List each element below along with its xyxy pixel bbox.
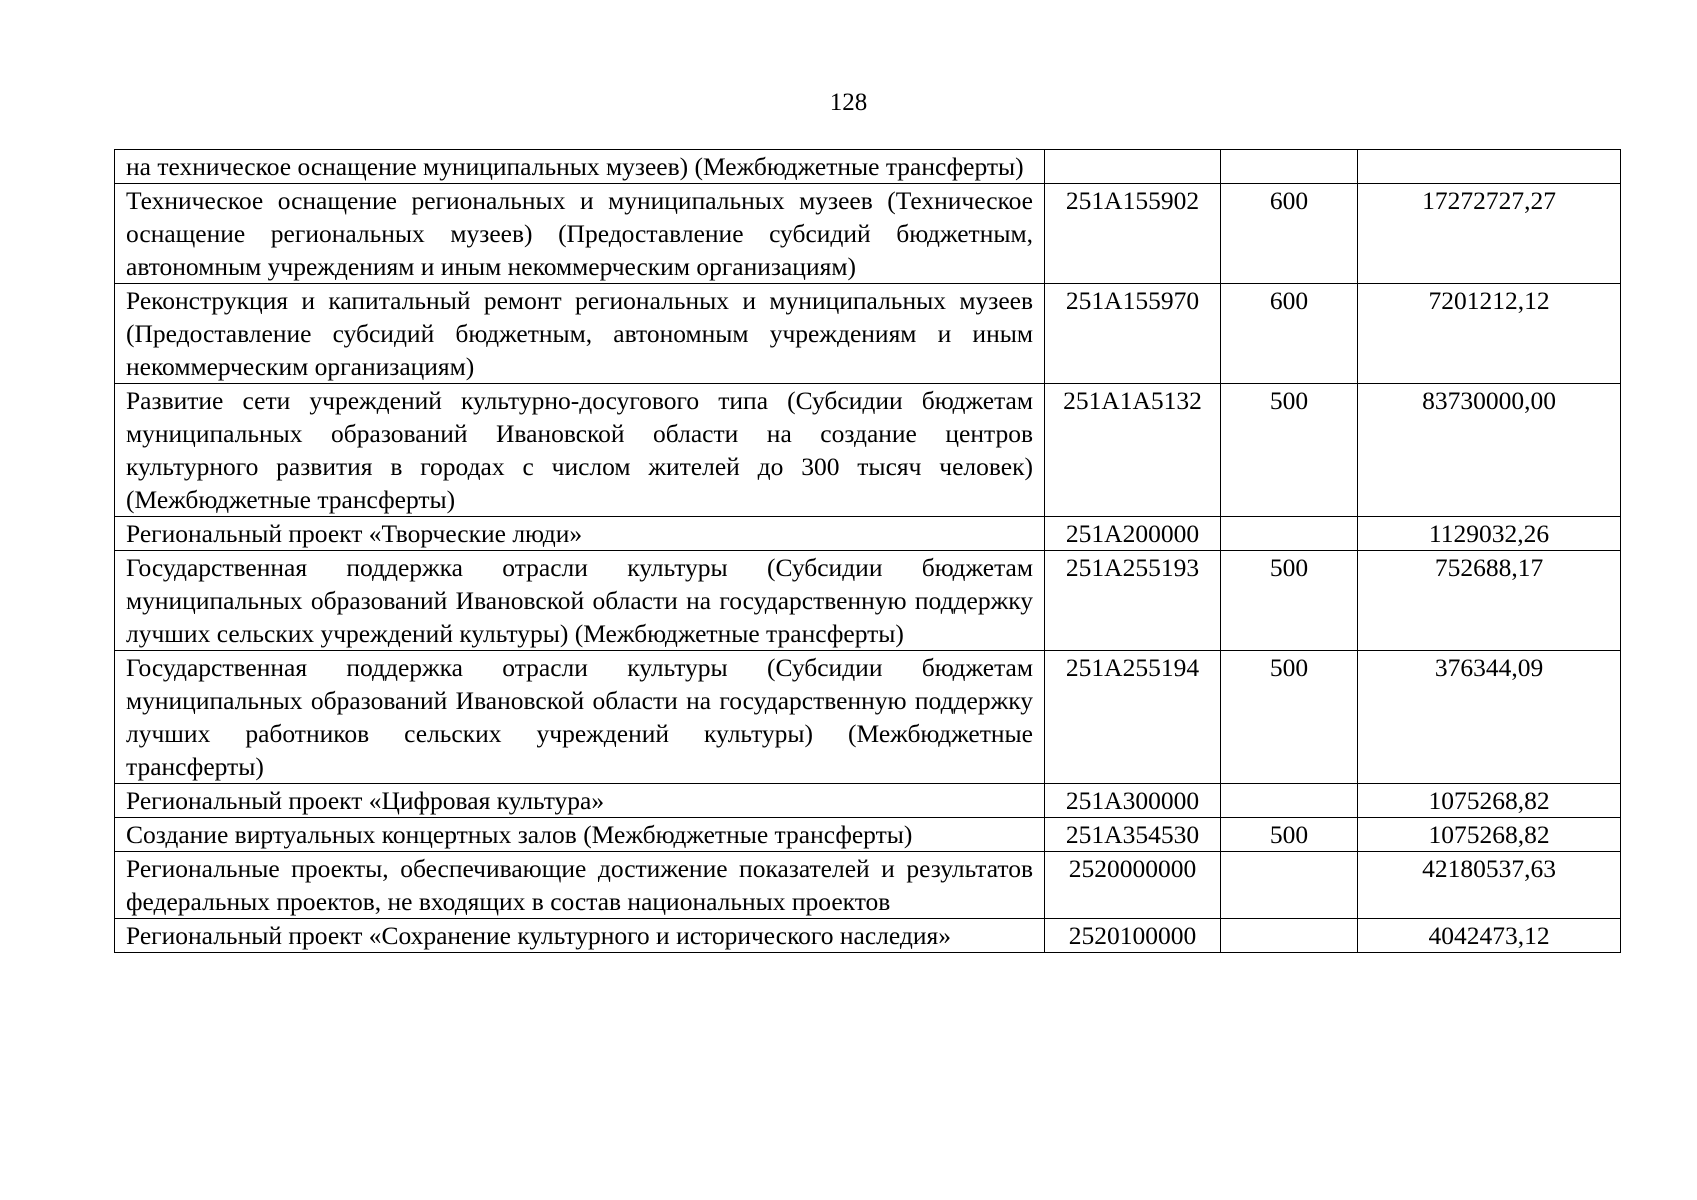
table-row (115, 284, 1621, 384)
target-code-cell: 251A354530 (1045, 818, 1221, 852)
expense-name-cell: Государственная поддержка отрасли культуры (Субсидии бюджетам муниципальных образований Ивановской области на государственную поддержку лучших сельских учреждений культуры) (Межбюджетные трансферты) (115, 551, 1045, 651)
expense-type-cell: 600 (1221, 184, 1358, 284)
target-code-cell: 251A200000 (1045, 517, 1221, 551)
table-row (115, 551, 1621, 651)
target-code-cell (1045, 150, 1221, 184)
expense-name-cell: Региональные проекты, обеспечивающие достижение показателей и результатов федеральных проектов, не входящих в состав национальных проектов (115, 852, 1045, 919)
amount-cell: 376344,09 (1358, 651, 1621, 784)
expense-type-cell: 500 (1221, 551, 1358, 651)
amount-cell: 83730000,00 (1358, 384, 1621, 517)
target-code-cell: 2520000000 (1045, 852, 1221, 919)
expense-name-cell: на техническое оснащение муниципальных музеев) (Межбюджетные трансферты) (115, 150, 1045, 184)
page-number: 128 (829, 89, 868, 116)
target-code-cell: 251A255194 (1045, 651, 1221, 784)
amount-cell (1358, 150, 1621, 184)
target-code-cell: 251A155970 (1045, 284, 1221, 384)
expense-name-cell: Развитие сети учреждений культурно-досугового типа (Субсидии бюджетам муниципальных образований Ивановской области на создание центров культурного развития в городах с числом жителей до 300 тысяч человек) (Межбюджетные трансферты) (115, 384, 1045, 517)
table-row (115, 784, 1621, 818)
amount-cell: 42180537,63 (1358, 852, 1621, 919)
table-row (115, 852, 1621, 919)
table-row (115, 818, 1621, 852)
amount-cell: 4042473,12 (1358, 919, 1621, 953)
target-code-cell: 251A1A5132 (1045, 384, 1221, 517)
expense-type-cell (1221, 852, 1358, 919)
expense-type-cell (1221, 784, 1358, 818)
table-row (115, 651, 1621, 784)
amount-cell: 752688,17 (1358, 551, 1621, 651)
table-row (115, 517, 1621, 551)
expense-name-cell: Реконструкция и капитальный ремонт региональных и муниципальных музеев (Предоставление субсидий бюджетным, автономным учреждениям и иным некоммерческим организациям) (115, 284, 1045, 384)
amount-cell: 1129032,26 (1358, 517, 1621, 551)
expense-type-cell: 500 (1221, 651, 1358, 784)
table-row (115, 919, 1621, 953)
expense-name-cell: Создание виртуальных концертных залов (Межбюджетные трансферты) (115, 818, 1045, 852)
expense-name-cell: Техническое оснащение региональных и муниципальных музеев (Техническое оснащение региональных музеев) (Предоставление субсидий бюджетным, автономным учреждениям и иным некоммерческим организациям) (115, 184, 1045, 284)
target-code-cell: 2520100000 (1045, 919, 1221, 953)
expense-name-cell: Региональный проект «Сохранение культурного и исторического наследия» (115, 919, 1045, 953)
expense-type-cell (1221, 517, 1358, 551)
expense-name-cell: Региональный проект «Цифровая культура» (115, 784, 1045, 818)
amount-cell: 1075268,82 (1358, 818, 1621, 852)
expense-type-cell (1221, 150, 1358, 184)
table-row (115, 184, 1621, 284)
amount-cell: 1075268,82 (1358, 784, 1621, 818)
expense-name-cell: Государственная поддержка отрасли культуры (Субсидии бюджетам муниципальных образований Ивановской области на государственную поддержку лучших работников сельских учреждений культуры) (Межбюджетные трансферты) (115, 651, 1045, 784)
target-code-cell: 251A300000 (1045, 784, 1221, 818)
expense-type-cell (1221, 919, 1358, 953)
target-code-cell: 251A255193 (1045, 551, 1221, 651)
table-row (115, 384, 1621, 517)
amount-cell: 7201212,12 (1358, 284, 1621, 384)
table-row (115, 150, 1621, 184)
budget-table (114, 149, 1621, 953)
expense-type-cell: 600 (1221, 284, 1358, 384)
expense-type-cell: 500 (1221, 818, 1358, 852)
expense-name-cell: Региональный проект «Творческие люди» (115, 517, 1045, 551)
target-code-cell: 251A155902 (1045, 184, 1221, 284)
amount-cell: 17272727,27 (1358, 184, 1621, 284)
expense-type-cell: 500 (1221, 384, 1358, 517)
